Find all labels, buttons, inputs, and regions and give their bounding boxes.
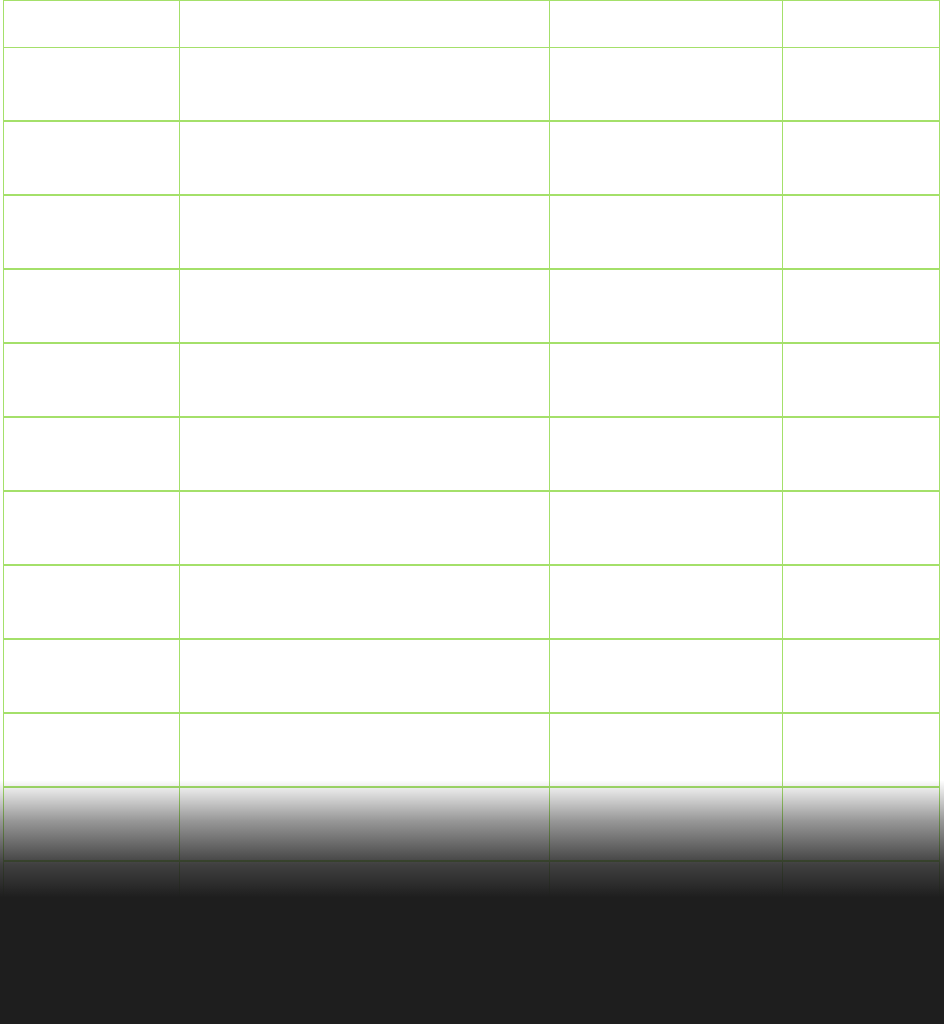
table-cell[interactable] (180, 640, 550, 714)
table-cell[interactable] (783, 788, 940, 862)
table-cell[interactable] (180, 196, 550, 270)
table-cell[interactable] (550, 48, 783, 122)
column-header (550, 0, 783, 48)
column-header (783, 0, 940, 48)
table-cell[interactable] (783, 418, 940, 492)
column-header (4, 0, 180, 48)
table-cell[interactable] (180, 344, 550, 418)
table-cell[interactable] (180, 270, 550, 344)
table-cell[interactable] (4, 788, 180, 862)
table-cell[interactable] (783, 936, 940, 1010)
table-cell[interactable] (180, 788, 550, 862)
table-cell[interactable] (550, 714, 783, 788)
table-cell[interactable] (550, 566, 783, 640)
table-cell[interactable] (180, 492, 550, 566)
table-cell[interactable] (550, 640, 783, 714)
table-cell[interactable] (550, 936, 783, 1010)
table-cell[interactable] (783, 48, 940, 122)
table-cell[interactable] (550, 492, 783, 566)
table-cell[interactable] (550, 788, 783, 862)
table-cell[interactable] (550, 418, 783, 492)
table-cell[interactable] (180, 418, 550, 492)
table-cell[interactable] (550, 196, 783, 270)
table-cell[interactable] (783, 270, 940, 344)
column-header (180, 0, 550, 48)
table-cell[interactable] (4, 566, 180, 640)
table-cell[interactable] (783, 344, 940, 418)
table-cell[interactable] (783, 122, 940, 196)
table-cell[interactable] (4, 344, 180, 418)
table-cell[interactable] (4, 270, 180, 344)
table-cell[interactable] (4, 418, 180, 492)
table-cell[interactable] (4, 862, 180, 936)
table-cell[interactable] (180, 48, 550, 122)
table-cell[interactable] (4, 492, 180, 566)
table-cell[interactable] (783, 196, 940, 270)
table-cell[interactable] (783, 862, 940, 936)
table-cell[interactable] (783, 492, 940, 566)
table-cell[interactable] (550, 122, 783, 196)
table-cell[interactable] (550, 344, 783, 418)
table-cell[interactable] (550, 862, 783, 936)
table-cell[interactable] (783, 640, 940, 714)
table-cell[interactable] (4, 936, 180, 1010)
table-cell[interactable] (783, 566, 940, 640)
table-cell[interactable] (180, 122, 550, 196)
log-table (3, 0, 939, 1010)
table-cell[interactable] (180, 862, 550, 936)
table-cell[interactable] (4, 640, 180, 714)
table-cell[interactable] (180, 566, 550, 640)
table-cell[interactable] (550, 270, 783, 344)
table-cell[interactable] (4, 122, 180, 196)
table-cell[interactable] (4, 714, 180, 788)
table-cell[interactable] (180, 714, 550, 788)
table-cell[interactable] (180, 936, 550, 1010)
table-cell[interactable] (4, 196, 180, 270)
table-cell[interactable] (783, 714, 940, 788)
table-cell[interactable] (4, 48, 180, 122)
